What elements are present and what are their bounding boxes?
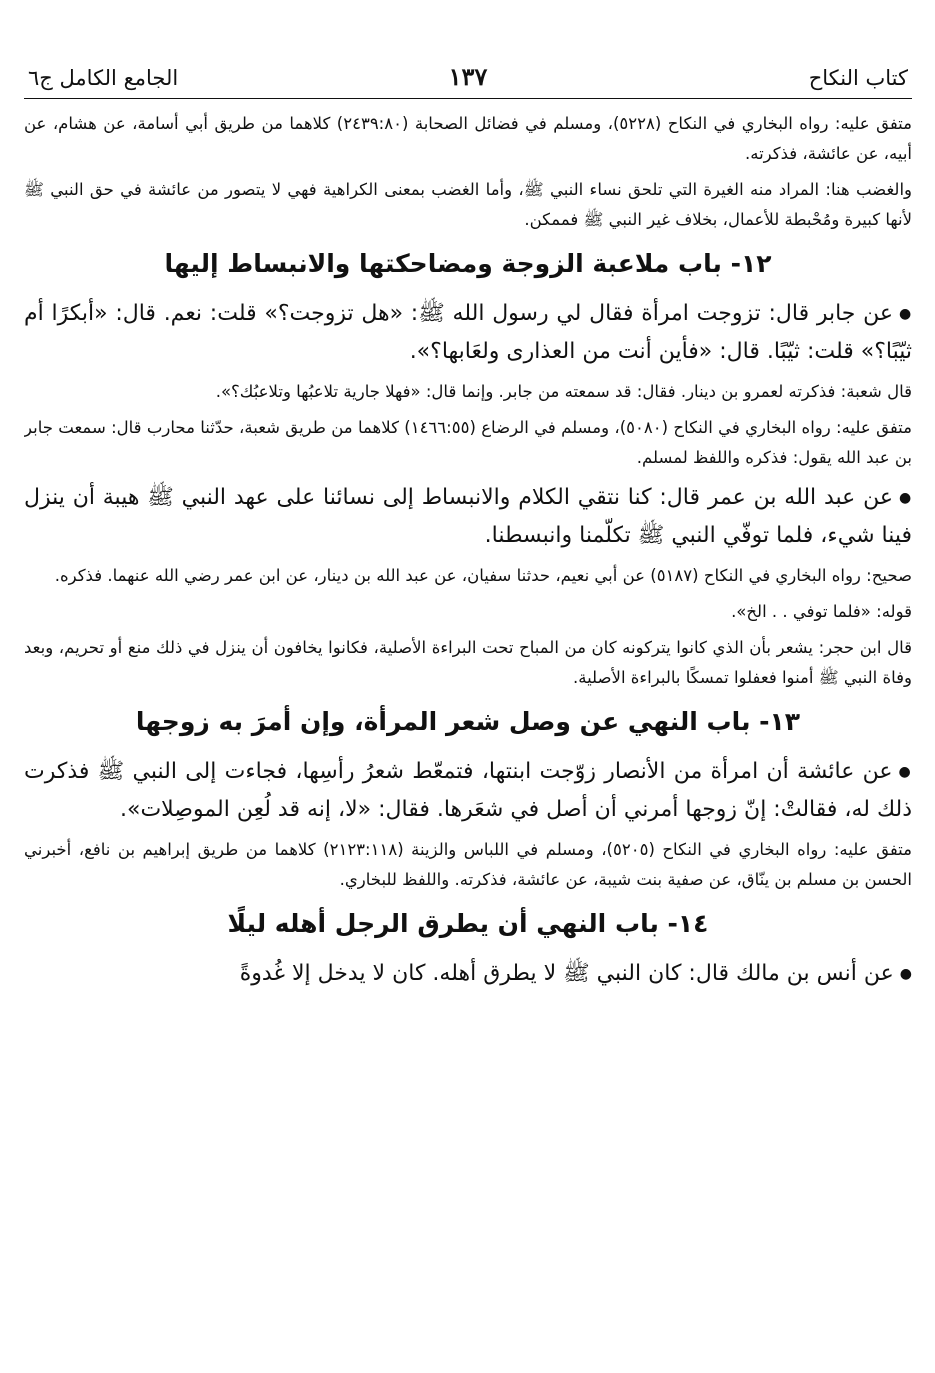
bullet-icon: ● [898, 764, 912, 780]
hadith-text [24, 295, 912, 371]
page-number: ١٣٧ [448, 62, 488, 91]
commentary-note: والغضب هنا: المراد منه الغيرة التي تلحق نساء النبي ﷺ، وأما الغضب بمعنى الكراهية فهي لا يتصور من عائشة في حق النبي ﷺ لأنها كبيرة ومُحْبطة للأعمال، بخلاف غير النبي ﷺ فممكن. [24, 180, 912, 229]
running-header [24, 48, 912, 99]
chapter-heading-12: ١٢- باب ملاعبة الزوجة ومضاحكتها والانبساط إليها [164, 249, 772, 278]
hadith-text [24, 955, 912, 993]
takhrij-note: متفق عليه: رواه البخاري في النكاح (٥٠٨٠)، ومسلم في الرضاع (١٤٦٦:٥٥) كلاهما من طريق شعبة، حدّثنا محارب قال: سمعت جابر بن عبد الله يقول: فذكره واللفظ لمسلم. [24, 418, 912, 467]
volume-title: الجامع الكامل ج٦ [28, 66, 179, 90]
commentary-note: قال شعبة: فذكرته لعمرو بن دينار. فقال: قد سمعته من جابر. وإنما قال: «فهلا جارية تلاعبُها وتلاعبُك؟». [215, 382, 912, 401]
bullet-icon: ● [899, 966, 912, 982]
commentary-note: قوله: «فلما توفي . . الخ». [731, 602, 912, 621]
bullet-icon: ● [899, 306, 912, 322]
commentary-note: قال ابن حجر: يشعر بأن الذي كانوا يتركونه كان من المباح تحت البراءة الأصلية، فكانوا يخافون أن ينزل في ذلك منع أو تحريم، وبعد وفاة النبي ﷺ أمنوا فعفلوا تمسكًا بالبراءة الأصلية. [24, 638, 912, 687]
hadith-text [24, 479, 912, 555]
chapter-heading-13: ١٣- باب النهي عن وصل شعر المرأة، وإن أمرَ به زوجها [135, 707, 801, 736]
hadith-body: عن جابر قال: تزوجت امرأة فقال لي رسول الله ﷺ: «هل تزوجت؟» قلت: نعم. قال: «أبكرًا أم ثيّبًا؟» قلت: ثيّبًا. قال: «فأين أنت من العذارى ولعَابها؟». [24, 301, 912, 364]
takhrij-note: متفق عليه: رواه البخاري في النكاح (٥٢٢٨)، ومسلم في فضائل الصحابة (٢٤٣٩:٨٠) كلاهما من طريق أبي أسامة، عن هشام، عن أبيه، عن عائشة، فذكرته. [24, 114, 912, 163]
chapter-heading-14: ١٤- باب النهي أن يطرق الرجل أهله ليلًا [227, 909, 709, 938]
takhrij-note: متفق عليه: رواه البخاري في النكاح (٥٢٠٥)، ومسلم في اللباس والزينة (٢١٢٣:١١٨) كلاهما من طريق إبراهيم بن نافع، أخبرني الحسن بن مسلم بن ينّاق، عن صفية بنت شيبة، عن عائشة، فذكرته. واللفظ للبخاري. [24, 840, 912, 889]
book-title: كتاب النكاح [808, 66, 908, 90]
hadith-body: عن عبد الله بن عمر قال: كنا نتقي الكلام والانبساط إلى نسائنا على عهد النبي ﷺ هيبة أن ينزل فينا شيء، فلما توفّي النبي ﷺ تكلّمنا وانبسطنا. [24, 485, 912, 548]
takhrij-note: صحيح: رواه البخاري في النكاح (٥١٨٧) عن أبي نعيم، حدثنا سفيان، عن عبد الله بن دينار، عن ابن عمر رضي الله عنهما. فذكره. [54, 566, 912, 585]
hadith-text [24, 753, 912, 829]
hadith-body: عن عائشة أن امرأة من الأنصار زوّجت ابنتها، فتمعّط شعرُ رأسِها، فجاءت إلى النبي ﷺ فذكرت ذلك له، فقالتْ: إنّ زوجها أمرني أن أصل في شعَرها. فقال: «لا، إنه قد لُعِن الموصِلات». [24, 759, 912, 822]
book-page [24, 48, 912, 1358]
bullet-icon: ● [898, 490, 912, 506]
hadith-body: عن أنس بن مالك قال: كان النبي ﷺ لا يطرق أهله. كان لا يدخل إلا غُدوةً [239, 961, 894, 986]
